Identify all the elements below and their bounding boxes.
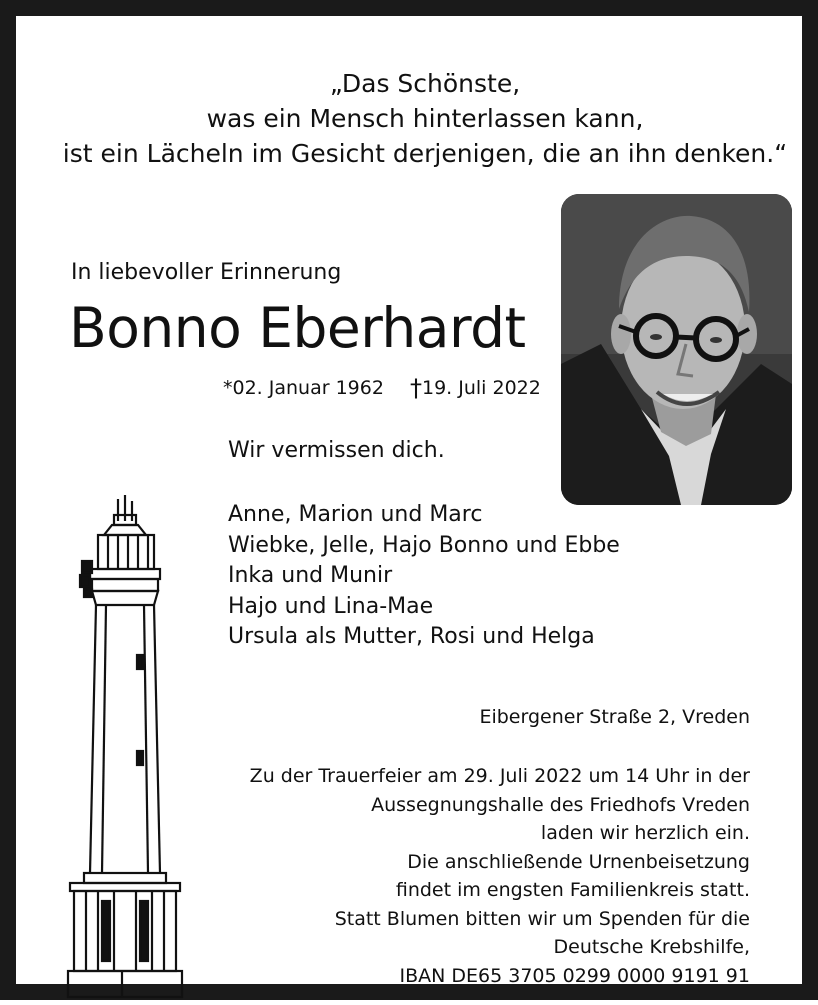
family-line: Ursula als Mutter, Rosi und Helga	[228, 624, 595, 649]
life-dates	[223, 374, 541, 402]
intro-text: In liebevoller Erinnerung	[71, 260, 342, 285]
info-line: Statt Blumen bitten wir um Spenden für die	[334, 907, 750, 930]
memorial-quote	[16, 66, 818, 171]
quote-line-2: was ein Mensch hinterlassen kann,	[206, 104, 644, 133]
miss-line: Wir vermissen dich.	[228, 438, 445, 463]
quote-line-1: „Das Schönste,	[329, 69, 521, 98]
birth-date: *02. Januar 1962	[223, 377, 384, 399]
cross-icon: †	[409, 374, 422, 402]
info-line: Deutsche Krebshilfe,	[553, 936, 750, 958]
quote-line-3: ist ein Lächeln im Gesicht derjenigen, die an ihn denken.“	[62, 139, 788, 168]
family-line: Wiebke, Jelle, Hajo Bonno und Ebbe	[228, 532, 620, 558]
info-line: Aussegnungshalle des Friedhofs Vreden	[371, 793, 750, 816]
lighthouse-icon	[62, 491, 184, 1001]
death-date: 19. Juli 2022	[421, 377, 541, 399]
deceased-name: Bonno Eberhardt	[69, 296, 526, 360]
family-line: Inka und Munir	[228, 563, 393, 588]
family-line: Hajo und Lina-Mae	[228, 593, 434, 619]
info-line: IBAN DE65 3705 0299 0000 9191 91	[399, 964, 750, 987]
info-line: laden wir herzlich ein.	[540, 822, 750, 844]
info-line: Die anschließende Urnenbeisetzung	[407, 850, 750, 873]
address: Eibergener Straße 2, Vreden	[479, 706, 750, 728]
family-line: Anne, Marion und Marc	[228, 502, 483, 527]
service-info	[250, 762, 750, 990]
portrait-photo	[561, 194, 792, 505]
info-line: Zu der Trauerfeier am 29. Juli 2022 um 14 Uhr in der	[249, 765, 750, 787]
info-line: findet im engsten Familienkreis statt.	[395, 879, 750, 901]
family-list	[228, 500, 620, 653]
